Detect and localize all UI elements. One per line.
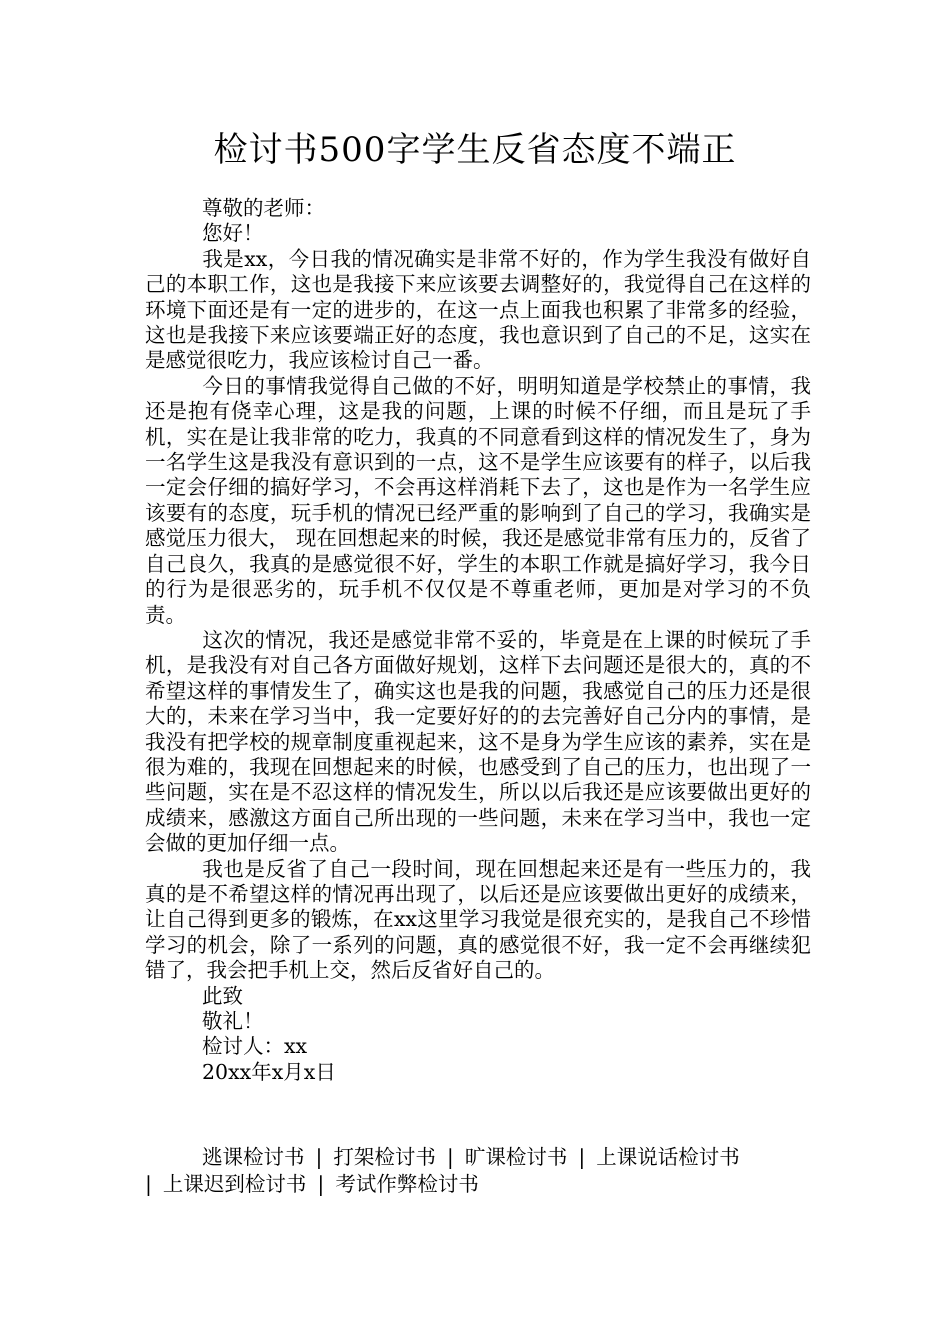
- related-link[interactable]: 考试作弊检讨书: [335, 1172, 479, 1196]
- link-separator: |: [315, 1145, 323, 1169]
- related-link[interactable]: 打架检讨书: [333, 1145, 436, 1169]
- salutation: 尊敬的老师：: [202, 196, 325, 220]
- link-separator: |: [317, 1172, 325, 1196]
- closing-line-1: 此致: [202, 983, 243, 1008]
- document-body: [145, 196, 811, 1085]
- greeting: 您好！: [202, 221, 264, 246]
- paragraph-4: 我也是反省了自己一段时间，现在回想起来还是有一些压力的，我真的是不希望这样的情况再出现了，以后还是应该要做出更好的成绩来，让自己得到更多的锻炼，在xx这里学习我觉是很充实的，是我自己不珍惜学习的机会，除了一系列的问题，真的感觉很不好，我一定不会再继续犯错了，我会把手机上交，然后反省好自己的。: [145, 856, 811, 983]
- paragraph-3: 这次的情况，我还是感觉非常不妥的，毕竟是在上课的时候玩了手机，是我没有对自己各方面做好规划，这样下去问题还是很大的，真的不希望这样的事情发生了，确实这也是我的问题，我感觉自己的压力还是很大的，未来在学习当中，我一定要好好的的去完善好自己分内的事情，是我没有把学校的规章制度重视起来，这不是身为学生应该的素养，实在是很为难的，我现在回想起来的时候，也感受到了自己的压力，也出现了一些问题，实在是不忍这样的情况发生，所以以后我还是应该要做出更好的成绩来，感激这方面自己所出现的一些问题，未来在学习当中，我也一定会做的更加仔细一点。: [145, 627, 811, 856]
- related-link[interactable]: 上课说话检讨书: [596, 1145, 740, 1169]
- date: 20xx年x月x日: [202, 1059, 336, 1084]
- signer: 检讨人：xx: [202, 1034, 308, 1059]
- related-links: [145, 1144, 815, 1198]
- paragraph-1: 我是xx，今日我的情况确实是非常不好的，作为学生我没有做好自己的本职工作，这也是我接下来应该要去调整好的，我觉得自己在这样的环境下面还是有一定的进步的，在这一点上面我也积累了非常多的经验，这也是我接下来应该要端正好的态度，我也意识到了自己的不足，这实在是感觉很吃力，我应该检讨自己一番。: [145, 246, 811, 373]
- closing-line-2: 敬礼！: [202, 1009, 264, 1033]
- link-separator: |: [446, 1145, 454, 1169]
- related-link[interactable]: 上课迟到检讨书: [162, 1172, 307, 1196]
- link-separator: |: [145, 1172, 152, 1196]
- link-separator: |: [578, 1145, 586, 1169]
- paragraph-2: 今日的事情我觉得自己做的不好，明明知道是学校禁止的事情，我还是抱有侥幸心理，这是我的问题，上课的时候不仔细，而且是玩了手机，实在是让我非常的吃力，我真的不同意看到这样的情况发生了，身为一名学生这是我没有意识到的一点，这不是学生应该要有的样子，以后我一定会仔细的搞好学习，不会再这样消耗下去了，这也是作为一名学生应该要有的态度，玩手机的情况已经严重的影响到了自己的学习，我确实是感觉压力很大， 现在回想起来的时候，我还是感觉非常有压力的，反省了自己良久，我真的是感觉很不好，学生的本职工作就是搞好学习，我今日的行为是很恶劣的，玩手机不仅仅是不尊重老师，更加是对学习的不负责。: [145, 373, 811, 627]
- related-link[interactable]: 旷课检讨书: [464, 1145, 568, 1169]
- document-title: 检讨书500字学生反省态度不端正: [213, 130, 737, 170]
- related-link[interactable]: 逃课检讨书: [202, 1145, 305, 1169]
